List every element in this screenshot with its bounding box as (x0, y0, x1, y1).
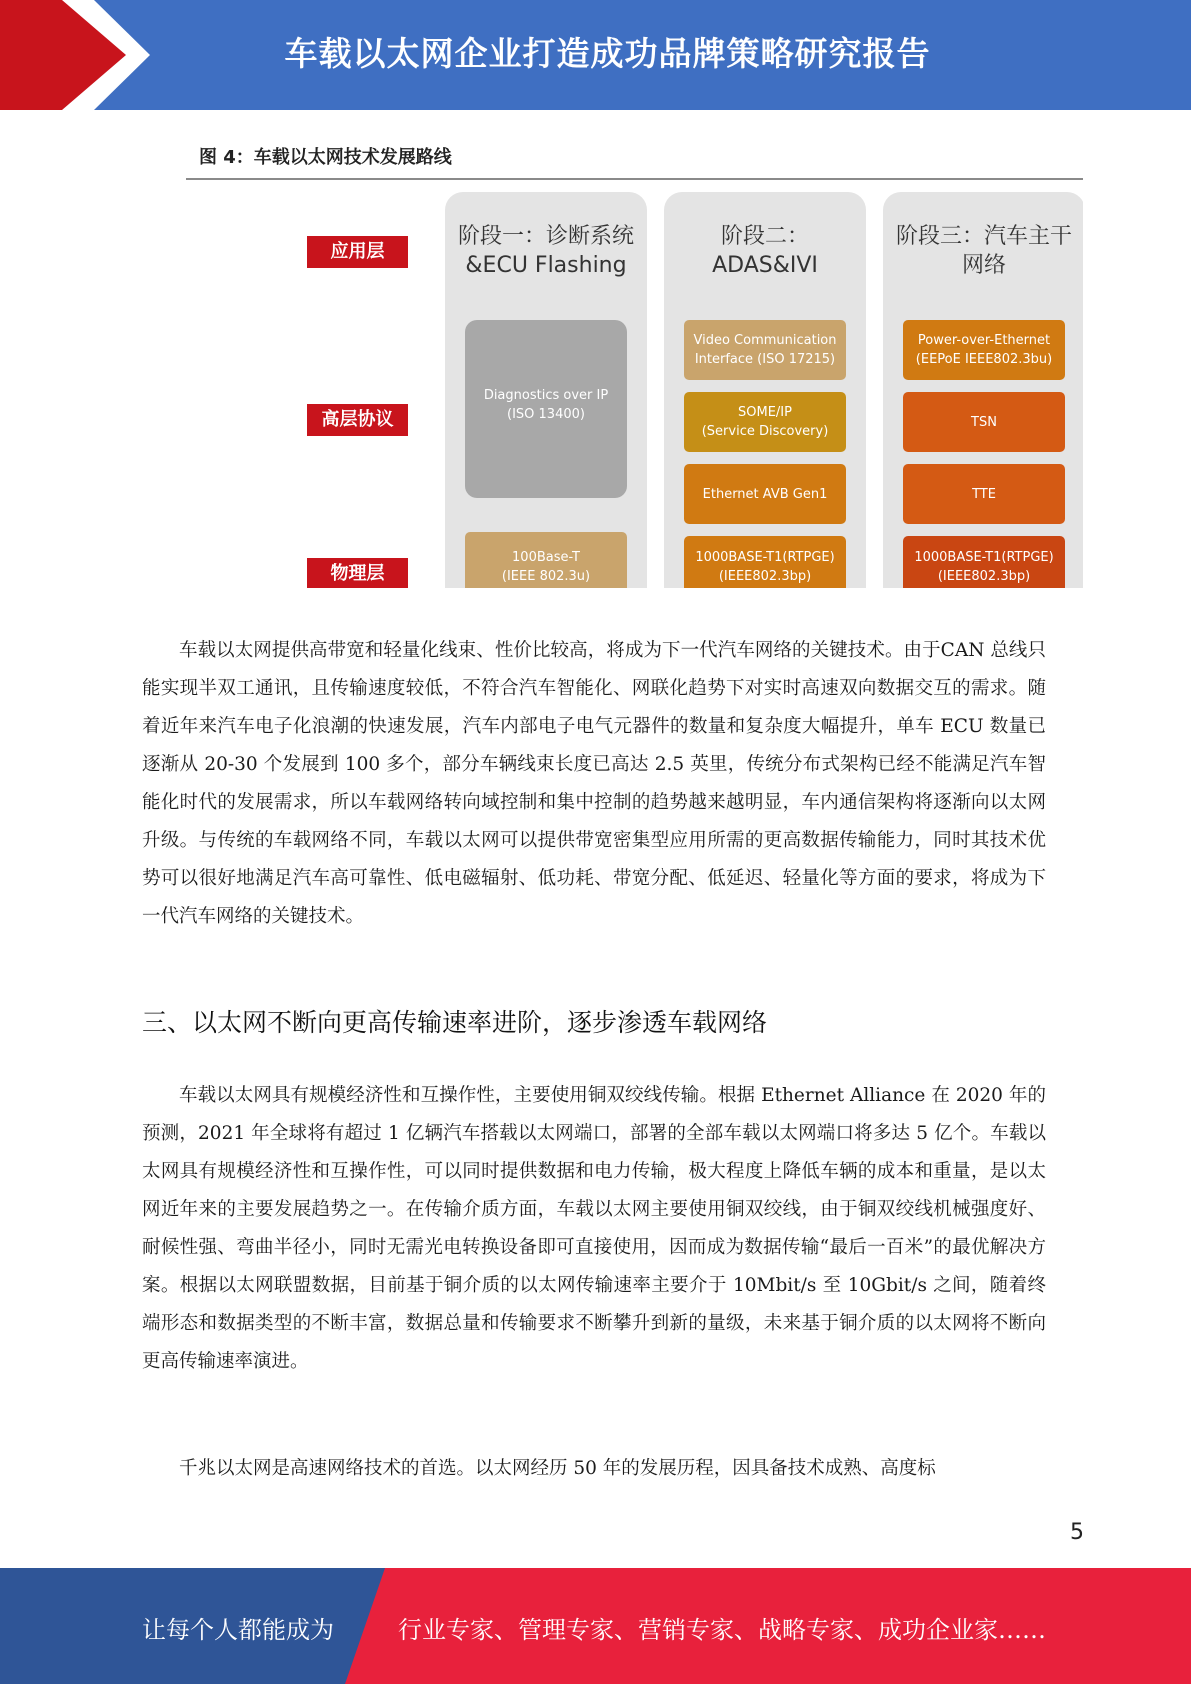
page-header (0, 0, 1191, 110)
section-heading: 三、以太网不断向更高传输速率进阶，逐步渗透车载网络 (142, 1008, 768, 1037)
protocol-box-video-interface: Video Communication Interface (ISO 17215) (684, 320, 846, 380)
layer-label-protocol: 高层协议 (307, 404, 408, 436)
footer-slogan-left: 让每个人都能成为 (142, 1616, 334, 1644)
figure-rule (186, 178, 1083, 180)
stage-title: 阶段一：诊断系统 &ECU Flashing (457, 224, 634, 278)
body-paragraph-1: 车载以太网提供高带宽和轻量化线束、性价比较高，将成为下一代汽车网络的关键技术。由于CAN 总线只能实现半双工通讯，且传输速度较低，不符合汽车智能化、网联化趋势下对实时高速双向数据交互的需求。随着近年来汽车电子化浪潮的快速发展，汽车内部电子电气元器件的数量和复杂度大幅提升，单车 ECU 数量已逐渐从 20-30 个发展到 100 多个，部分车辆线束长度已高达 2.5 英里，传统分布式架构已经不能满足汽车智能化时代的发展需求，所以车载网络转向域控制和集中控制的趋势越来越明显，车内通信架构将逐渐向以太网升级。与传统的车载网络不同，车载以太网可以提供带宽密集型应用所需的更高数据传输能力，同时其技术优势可以很好地满足汽车高可靠性、低电磁辐射、低功耗、带宽分配、低延迟、轻量化等方面的要求，将成为下一代汽车网络的关键技术。 (142, 640, 1046, 927)
protocol-box-tte: TTE (903, 464, 1065, 524)
page-footer (0, 1568, 1191, 1684)
protocol-box-100base-t: 100Base-T (IEEE 802.3u) (465, 532, 627, 588)
protocol-box-avb: Ethernet AVB Gen1 (684, 464, 846, 524)
protocol-box-1000base-t1: 1000BASE-T1(RTPGE) (IEEE802.3bp) (684, 536, 846, 588)
protocol-box-poe: Power-over-Ethernet (EEPoE IEEE802.3bu) (903, 320, 1065, 380)
stage-column-1 (445, 192, 647, 588)
stage-column-3 (883, 192, 1083, 588)
protocol-box-doip: Diagnostics over IP (ISO 13400) (465, 320, 627, 498)
body-paragraph-3: 千兆以太网是高速网络技术的首选。以太网经历 50 年的发展历程，因具备技术成熟、高度标 (179, 1458, 936, 1479)
page-number: 5 (1070, 1520, 1084, 1545)
body-paragraph-2: 车载以太网具有规模经济性和互操作性，主要使用铜双绞线传输。根据 Ethernet Alliance 在 2020 年的预测，2021 年全球将有超过 1 亿辆汽车搭载以太网端口，部署的全部车载以太网端口将多达 5 亿个。车载以太网具有规模经济性和互操作性，可以同时提供数据和电力传输，极大程度上降低车辆的成本和重量，是以太网近年来的主要发展趋势之一。在传输介质方面，车载以太网主要使用铜双绞线，由于铜双绞线机械强度好、耐候性强、弯曲半径小，同时无需光电转换设备即可直接使用，因而成为数据传输“最后一百米”的最优解决方案。根据以太网联盟数据，目前基于铜介质的以太网传输速率主要介于 10Mbit/s 至 10Gbit/s 之间，随着终端形态和数据类型的不断丰富，数据总量和传输要求不断攀升到新的量级，未来基于铜介质的以太网将不断向更高传输速率演进。 (142, 1085, 1046, 1372)
figure-caption: 图 4：车载以太网技术发展路线 (199, 147, 452, 168)
protocol-box-1000base-t1: 1000BASE-T1(RTPGE) (IEEE802.3bp) (903, 536, 1065, 588)
layer-label-physical: 物理层 (307, 558, 408, 588)
layer-label-application: 应用层 (307, 236, 408, 268)
protocol-box-tsn: TSN (903, 392, 1065, 452)
stage-title: 阶段三：汽车主干 网络 (895, 224, 1072, 278)
footer-slogan-right: 行业专家、管理专家、营销专家、战略专家、成功企业家…… (398, 1616, 1046, 1644)
roadmap-figure (186, 186, 1083, 588)
protocol-box-some-ip: SOME/IP (Service Discovery) (684, 392, 846, 452)
stage-title: 阶段二： ADAS&IVI (712, 224, 818, 278)
stage-column-2 (664, 192, 866, 588)
header-title: 车载以太网企业打造成功品牌策略研究报告 (284, 34, 931, 73)
